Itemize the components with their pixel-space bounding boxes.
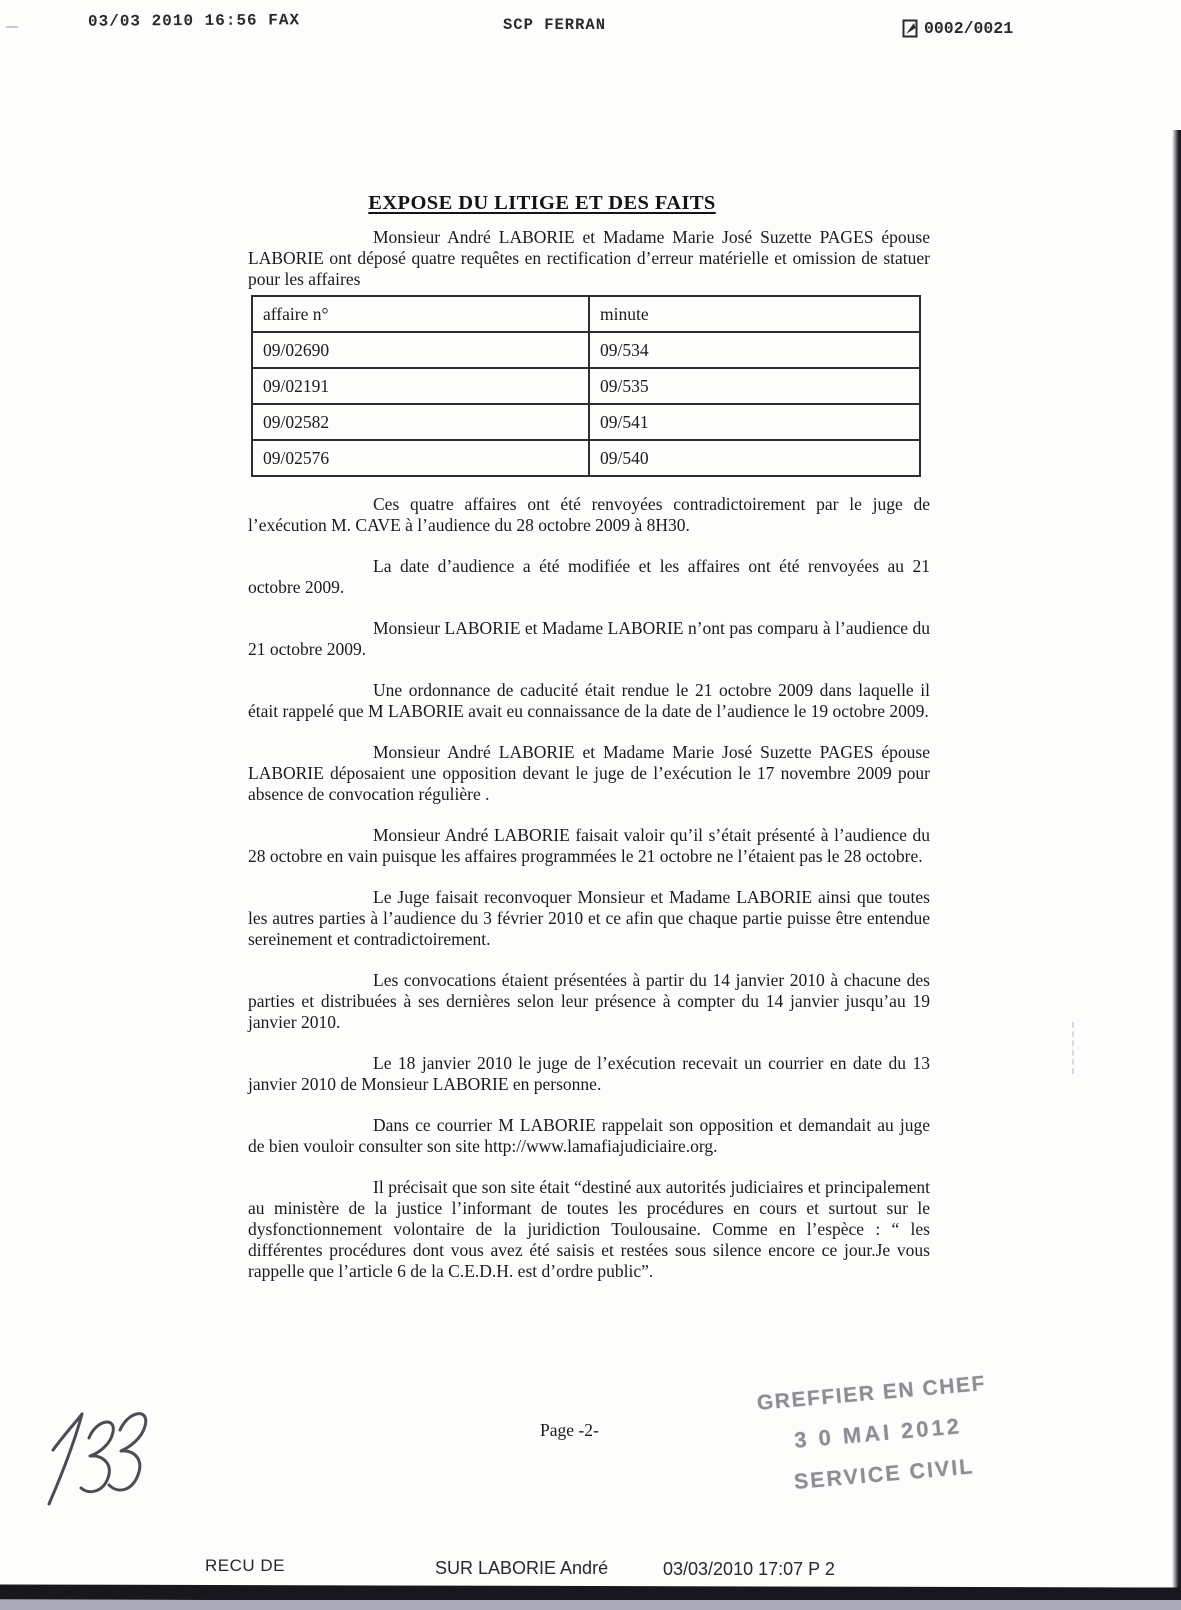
scan-artifact-dots [1072, 1022, 1074, 1074]
footer-timestamp: 03/03/2010 17:07 P 2 [663, 1559, 835, 1579]
document-title: EXPOSE DU LITIGE ET DES FAITS [368, 192, 716, 214]
affaire-number: 09/02690 [252, 332, 589, 368]
body-paragraph: Monsieur André LABORIE et Madame Marie José Suzette PAGES épouse LABORIE déposaient une opposition devant le juge de l’exécution le 17 novembre 2009 pour absence de convocation régulière . [248, 742, 930, 804]
minute-number: 09/535 [589, 368, 920, 404]
body-paragraph: Une ordonnance de caducité était rendue le 21 octobre 2009 dans laquelle il était rappelé que M LABORIE avait eu connaissance de la date de l’audience le 19 octobre 2009. [248, 680, 930, 721]
scan-edge-bottom-strip [0, 1600, 1181, 1610]
fax-datetime: 03/03 2010 16:56 FAX [87, 11, 301, 31]
body-paragraph: La date d’audience a été modifiée et les affaires ont été renvoyées au 21 octobre 2009. [248, 556, 930, 597]
affaire-number: 09/02582 [252, 404, 589, 440]
column-header-affaire: affaire n° [252, 296, 589, 332]
table-row [252, 404, 920, 440]
column-header-minute: minute [589, 296, 920, 332]
body-paragraph: Le 18 janvier 2010 le juge de l’exécution recevait un courrier en date du 13 janvier 2010 de Monsieur LABORIE en personne. [248, 1053, 930, 1094]
body-paragraph: Monsieur LABORIE et Madame LABORIE n’ont pas comparu à l’audience du 21 octobre 2009. [248, 618, 930, 659]
body-paragraph: Il précisait que son site était “destiné aux autorités judiciaires et principalement au ministère de la justice l’informant de toutes les procédures en cours et surtout sur le dysfonctionnement volontaire de la juridiction Toulousaine. Comme en l’espèce : “ les différentes procédures dont vous avez été saisis et restées sous silence encore ce jour.Je vous rappelle que l’article 6 de la C.E.D.H. est d’ordre public”. [248, 1177, 930, 1281]
fax-page-counter-text: 0002/0021 [924, 19, 1014, 38]
scan-edge-right [1172, 130, 1181, 1610]
fax-page-icon [901, 18, 920, 39]
footer-sender-name: SUR LABORIE André [435, 1558, 609, 1578]
table-row [252, 332, 920, 368]
fax-sender: SCP FERRAN [503, 16, 607, 34]
affaire-number: 09/02576 [252, 440, 589, 476]
affaire-number: 09/02191 [252, 368, 589, 404]
body-paragraph: Dans ce courrier M LABORIE rappelait son opposition et demandait au juge de bien vouloir consulter son site http://www.lamafiajudiciaire.org. [248, 1115, 930, 1156]
body-paragraph: Monsieur André LABORIE faisait valoir qu’il s’était présenté à l’audience du 28 octobre en vain puisque les affaires programmées le 21 octobre ne l’étaient pas le 28 octobre. [248, 825, 930, 866]
fax-page-counter [901, 18, 1013, 39]
received-label: RECU DE [205, 1556, 286, 1575]
body-paragraph: Les convocations étaient présentées à partir du 14 janvier 2010 à chacune des parties et distribuées à ses dernières selon leur présence à compter du 14 janvier jusqu’au 19 janvier 2010. [248, 970, 930, 1032]
stamp-date: 3 0 MAI 2012 [793, 1413, 963, 1453]
table-header-row [252, 296, 920, 332]
minute-number: 09/540 [589, 440, 920, 476]
intro-paragraph: Monsieur André LABORIE et Madame Marie José Suzette PAGES épouse LABORIE ont déposé quatre requêtes en rectification d’erreur matérielle et omission de statuer pour les affaires [248, 227, 930, 289]
table-row [252, 368, 920, 404]
minute-number: 09/534 [589, 332, 920, 368]
affaires-table [251, 295, 921, 477]
body-paragraph: Ces quatre affaires ont été renvoyées contradictoirement par le juge de l’exécution M. CAVE à l’audience du 28 octobre 2009 à 8H30. [248, 494, 930, 535]
minute-number: 09/541 [589, 404, 920, 440]
greffe-stamp [756, 1369, 1024, 1497]
stamp-service: SERVICE CIVIL [792, 1454, 976, 1494]
body-paragraph: Le Juge faisait reconvoquer Monsieur et Madame LABORIE ainsi que toutes les autres parties à l’audience du 3 février 2010 et ce afin que chaque partie puisse être entendue sereinement et contradictoirement. [248, 887, 930, 949]
handwritten-folio-number [32, 1402, 162, 1514]
table-row [252, 440, 920, 476]
page-number-label: Page -2- [540, 1420, 599, 1440]
stamp-title: GREFFIER EN CHEF [756, 1371, 987, 1415]
document-body [248, 227, 930, 1302]
scan-artifact-dash [6, 26, 18, 28]
